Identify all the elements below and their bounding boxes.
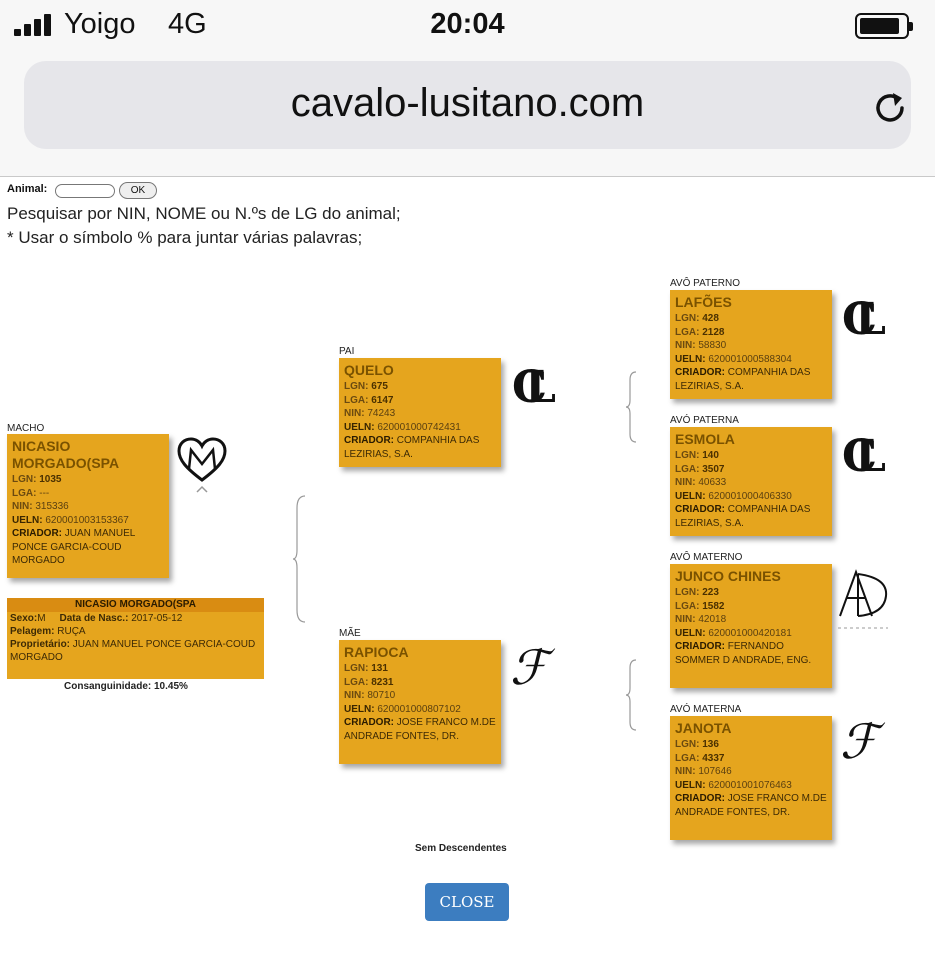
avo-paterno-name[interactable]: LAFÕES [675, 294, 732, 310]
breeder-cl-icon: CL [512, 362, 534, 413]
avo-paterna-role-label: AVÓ PATERNA [670, 415, 739, 426]
avo-materna-ueln: 620001001076463 [708, 779, 792, 791]
lga-label: LGA: [12, 487, 37, 499]
ueln-label: UELN: [12, 514, 43, 526]
avo-materna-lgn: 136 [702, 739, 719, 750]
animal-name[interactable]: NICASIO MORGADO(SPA [12, 438, 120, 471]
no-descendants-text: Sem Descendentes [415, 843, 507, 854]
avo-materno-card[interactable] [670, 564, 832, 688]
mae-ueln: 620001000807102 [377, 703, 461, 715]
avo-paterno-lga: 2128 [702, 326, 725, 338]
pai-card[interactable] [339, 358, 501, 467]
avo-paterna-card[interactable] [670, 427, 832, 536]
avo-paterno-ueln: 620001000588304 [708, 353, 792, 365]
criador-label: CRIADOR: [344, 435, 394, 446]
pai-nin: 74243 [367, 408, 396, 419]
avo-materno-name[interactable]: JUNCO CHINES [675, 568, 781, 584]
animal-ueln: 620001003153367 [45, 514, 129, 526]
ueln-label: UELN: [675, 627, 706, 639]
battery-icon [855, 13, 909, 39]
avo-materna-card[interactable] [670, 716, 832, 840]
breeder-f-icon: ℱ [510, 640, 548, 696]
sexo-label: Sexo: [10, 613, 38, 624]
breeder-heart-m-icon [176, 436, 228, 498]
mae-lga: 8231 [371, 676, 394, 688]
lgn-label: LGN: [344, 381, 369, 392]
pedigree-brace [626, 658, 638, 732]
ueln-label: UELN: [675, 490, 706, 502]
animal-card[interactable] [7, 434, 169, 578]
sexo-value: M [37, 613, 46, 624]
avo-materno-ueln: 620001000420181 [708, 627, 792, 639]
criador-label: CRIADOR: [12, 528, 62, 539]
avo-materno-lgn: 223 [702, 587, 719, 598]
mae-card[interactable] [339, 640, 501, 764]
pai-lgn: 675 [371, 381, 388, 392]
animal-criador: JUAN MANUEL PONCE GARCIA-COUD MORGADO [12, 528, 135, 566]
pelagem-value: RUÇA [57, 626, 86, 637]
carrier-name: Yoigo [64, 8, 136, 40]
avo-materno-role-label: AVÔ MATERNO [670, 552, 743, 563]
mae-nin: 80710 [367, 690, 396, 701]
nin-label: NIN: [344, 408, 365, 419]
avo-paterno-lgn: 428 [702, 313, 719, 324]
avo-materna-nin: 107646 [698, 766, 732, 777]
lga-label: LGA: [344, 394, 369, 406]
criador-label: CRIADOR: [675, 367, 725, 378]
mae-criador: JOSE FRANCO M.DE ANDRADE FONTES, DR. [344, 717, 496, 742]
avo-paterna-criador: COMPANHIA DAS LEZIRIAS, S.A. [675, 504, 811, 529]
avo-paterna-lgn: 140 [702, 450, 719, 461]
address-bar[interactable] [24, 61, 911, 149]
ueln-label: UELN: [675, 353, 706, 365]
lgn-label: LGN: [675, 739, 700, 750]
breeder-a-icon [836, 568, 890, 632]
nasc-label: Data de Nasc.: [59, 613, 129, 624]
nasc-value: 2017-05-12 [131, 613, 183, 624]
breeder-cl-icon: CL [842, 431, 864, 482]
nin-label: NIN: [675, 340, 696, 351]
lgn-label: LGN: [675, 313, 700, 324]
lga-label: LGA: [675, 600, 700, 612]
pelagem-label: Pelagem: [10, 626, 55, 637]
lga-label: LGA: [675, 326, 700, 338]
lga-label: LGA: [675, 752, 700, 764]
pai-name[interactable]: QUELO [344, 362, 394, 378]
avo-materna-role-label: AVÓ MATERNA [670, 704, 742, 715]
mae-lgn: 131 [371, 663, 388, 674]
ueln-label: UELN: [344, 421, 375, 433]
reload-icon[interactable] [869, 87, 911, 129]
nin-label: NIN: [675, 766, 696, 777]
nin-label: NIN: [675, 614, 696, 625]
pedigree-brace [626, 370, 638, 444]
avo-materna-lga: 4337 [702, 752, 725, 764]
avo-paterno-card[interactable] [670, 290, 832, 399]
mae-role-label: MÃE [339, 628, 361, 639]
avo-paterna-ueln: 620001000406330 [708, 490, 792, 502]
lgn-label: LGN: [12, 474, 37, 485]
avo-paterna-nin: 40633 [698, 477, 727, 488]
search-help-text: Pesquisar por NIN, NOME ou N.ºs de LG do animal; [7, 204, 401, 223]
animal-label: Animal: [7, 183, 48, 195]
lgn-label: LGN: [675, 587, 700, 598]
animal-role-label: MACHO [7, 423, 45, 434]
animal-info-panel [7, 598, 264, 679]
avo-materna-name[interactable]: JANOTA [675, 720, 732, 736]
nin-label: NIN: [344, 690, 365, 701]
info-panel-title: NICASIO MORGADO(SPA [7, 598, 264, 612]
criador-label: CRIADOR: [675, 641, 725, 652]
avo-paterna-name[interactable]: ESMOLA [675, 431, 735, 447]
avo-paterno-criador: COMPANHIA DAS LEZIRIAS, S.A. [675, 367, 811, 392]
search-help-text-2: * Usar o símbolo % para juntar várias palavras; [7, 228, 363, 247]
criador-label: CRIADOR: [675, 504, 725, 515]
ueln-label: UELN: [344, 703, 375, 715]
close-button[interactable]: CLOSE [425, 883, 509, 921]
avo-materno-lga: 1582 [702, 600, 725, 612]
ueln-label: UELN: [675, 779, 706, 791]
status-time: 20:04 [430, 8, 505, 40]
animal-lga: --- [39, 487, 50, 499]
mae-name[interactable]: RAPIOCA [344, 644, 409, 660]
lgn-label: LGN: [344, 663, 369, 674]
criador-label: CRIADOR: [675, 793, 725, 804]
lgn-label: LGN: [675, 450, 700, 461]
avo-materno-nin: 42018 [698, 614, 727, 625]
pai-criador: COMPANHIA DAS LEZIRIAS, S.A. [344, 435, 480, 460]
status-bar [0, 0, 935, 52]
avo-paterna-lga: 3507 [702, 463, 725, 475]
breeder-cl-icon: CL [842, 294, 864, 345]
pai-role-label: PAI [339, 346, 355, 357]
avo-paterno-nin: 58830 [698, 340, 727, 351]
animal-nin: 315336 [35, 501, 69, 512]
ok-button[interactable]: OK [119, 182, 157, 199]
criador-label: CRIADOR: [344, 717, 394, 728]
avo-materna-criador: JOSE FRANCO M.DE ANDRADE FONTES, DR. [675, 793, 827, 818]
pai-ueln: 620001000742431 [377, 421, 461, 433]
nin-label: NIN: [12, 501, 33, 512]
avo-paterno-role-label: AVÔ PATERNO [670, 278, 741, 289]
animal-search-input[interactable] [55, 184, 115, 198]
pedigree-brace [293, 494, 307, 624]
consanguinidade-text: Consanguinidade: 10.45% [64, 681, 188, 692]
breeder-f-icon: ℱ [840, 714, 878, 770]
nin-label: NIN: [675, 477, 696, 488]
proprietario-value: JUAN MANUEL PONCE GARCIA-COUD MORGADO [10, 639, 256, 663]
lga-label: LGA: [675, 463, 700, 475]
pai-lga: 6147 [371, 394, 394, 406]
lga-label: LGA: [344, 676, 369, 688]
url-text[interactable]: cavalo-lusitano.com [290, 81, 645, 125]
avo-materno-criador: FERNANDO SOMMER D ANDRADE, ENG. [675, 641, 812, 666]
animal-lgn: 1035 [39, 474, 62, 485]
network-type: 4G [168, 8, 207, 40]
proprietario-label: Proprietário: [10, 639, 71, 650]
browser-toolbar [0, 52, 935, 177]
